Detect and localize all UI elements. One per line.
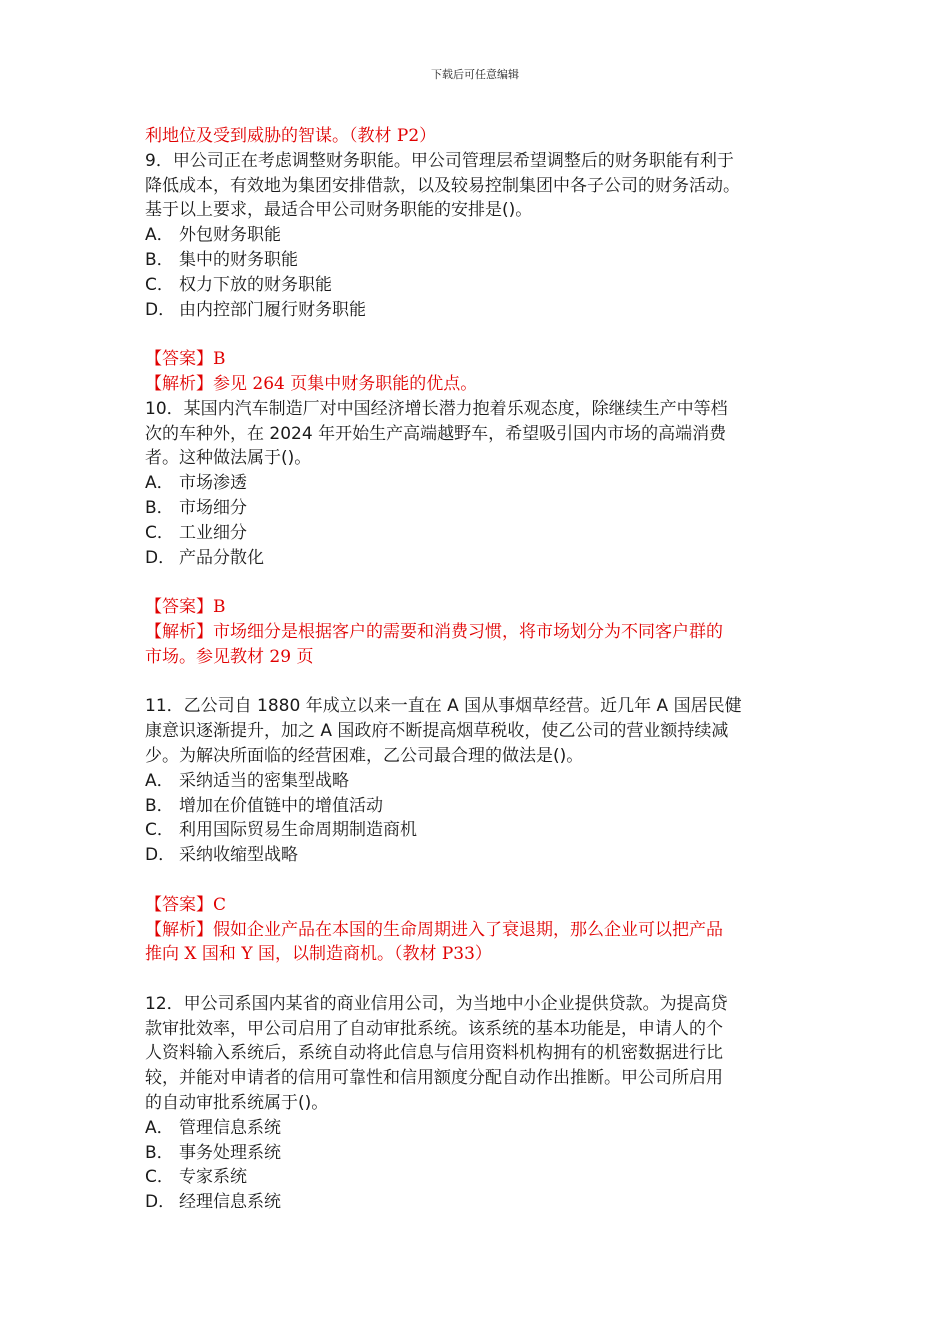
option-letter: D． bbox=[145, 845, 176, 866]
question-12-option-b bbox=[145, 1141, 810, 1166]
question-9 bbox=[145, 149, 810, 397]
option-letter: D． bbox=[145, 1192, 176, 1213]
option-text: 经理信息系统 bbox=[179, 1192, 281, 1213]
question-9-line: 基于以上要求，最适合甲公司财务职能的安排是()。 bbox=[145, 200, 533, 221]
option-text: 集中的财务职能 bbox=[179, 249, 298, 270]
option-text: 管理信息系统 bbox=[179, 1117, 281, 1138]
question-12-option-a bbox=[145, 1116, 810, 1141]
question-9-option-a bbox=[145, 223, 810, 248]
question-11-option-d bbox=[145, 843, 810, 868]
question-10-analysis: 市场。参见教材 29 页 bbox=[145, 646, 314, 667]
question-12-line: 人资料输入系统后，系统自动将此信息与信用资料机构拥有的机密数据进行比 bbox=[145, 1043, 723, 1064]
question-10-line: 10．某国内汽车制造厂对中国经济增长潜力抱着乐观态度，除继续生产中等档 bbox=[145, 398, 728, 419]
option-letter: C． bbox=[145, 1167, 174, 1188]
option-text: 增加在价值链中的增值活动 bbox=[179, 795, 383, 816]
question-9-line: 降低成本，有效地为集团安排借款，以及较易控制集团中各子公司的财务活动。 bbox=[145, 175, 740, 196]
question-12-option-d bbox=[145, 1190, 810, 1215]
option-letter: A． bbox=[145, 770, 174, 791]
option-letter: D． bbox=[145, 547, 176, 568]
question-11-option-b bbox=[145, 794, 810, 819]
question-12-option-c bbox=[145, 1165, 810, 1190]
option-letter: A． bbox=[145, 473, 174, 494]
question-11-analysis: 推向 X 国和 Y 国，以制造商机。（教材 P33） bbox=[145, 944, 492, 965]
question-11-option-c bbox=[145, 818, 810, 843]
option-text: 市场渗透 bbox=[179, 473, 247, 494]
question-11-line: 康意识逐渐提升，加之 A 国政府不断提高烟草税收，使乙公司的营业额持续减 bbox=[145, 721, 729, 742]
question-10-option-b bbox=[145, 496, 810, 521]
question-11-line: 11．乙公司自 1880 年成立以来一直在 A 国从事烟草经营。近几年 A 国居民健 bbox=[145, 696, 742, 717]
question-12-line: 较，并能对申请者的信用可靠性和信用额度分配自动作出推断。甲公司所启用 bbox=[145, 1068, 723, 1089]
question-9-analysis: 【解析】参见 264 页集中财务职能的优点。 bbox=[145, 373, 478, 394]
option-letter: C． bbox=[145, 820, 174, 841]
question-10-answer: 【答案】B bbox=[145, 597, 226, 618]
intro-text: 利地位及受到威胁的智谋。（教材 P2） bbox=[145, 126, 437, 146]
question-10-option-a bbox=[145, 471, 810, 496]
option-text: 事务处理系统 bbox=[179, 1142, 281, 1163]
option-text: 利用国际贸易生命周期制造商机 bbox=[179, 820, 417, 841]
question-11-option-a bbox=[145, 769, 810, 794]
question-12-line: 的自动审批系统属于()。 bbox=[145, 1093, 329, 1114]
option-letter: B． bbox=[145, 1142, 174, 1163]
question-12 bbox=[145, 992, 810, 1215]
option-text: 采纳收缩型战略 bbox=[179, 845, 298, 866]
question-10-line: 次的车种外，在 2024 年开始生产高端越野车，希望吸引国内市场的高端消费 bbox=[145, 423, 727, 444]
page-header: 下载后可任意编辑 bbox=[431, 68, 519, 81]
option-letter: B． bbox=[145, 249, 174, 270]
question-12-line: 款审批效率，甲公司启用了自动审批系统。该系统的基本功能是，申请人的个 bbox=[145, 1018, 723, 1039]
option-text: 由内控部门履行财务职能 bbox=[179, 299, 366, 320]
option-text: 外包财务职能 bbox=[179, 225, 281, 246]
question-10-option-d bbox=[145, 546, 810, 571]
question-10 bbox=[145, 397, 810, 695]
option-text: 采纳适当的密集型战略 bbox=[179, 770, 349, 791]
question-11-line: 少。为解决所面临的经营困难，乙公司最合理的做法是()。 bbox=[145, 745, 584, 766]
option-text: 专家系统 bbox=[179, 1167, 247, 1188]
option-letter: A． bbox=[145, 225, 174, 246]
option-letter: A． bbox=[145, 1117, 174, 1138]
question-9-option-c bbox=[145, 273, 810, 298]
question-9-line: 9．甲公司正在考虑调整财务职能。甲公司管理层希望调整后的财务职能有利于 bbox=[145, 150, 734, 171]
question-11 bbox=[145, 694, 810, 992]
option-text: 市场细分 bbox=[179, 497, 247, 518]
question-11-answer: 【答案】C bbox=[145, 894, 227, 915]
option-text: 产品分散化 bbox=[179, 547, 264, 568]
question-9-option-b bbox=[145, 248, 810, 273]
question-10-line: 者。这种做法属于()。 bbox=[145, 448, 312, 469]
question-9-answer: 【答案】B bbox=[145, 349, 226, 370]
option-letter: B． bbox=[145, 497, 174, 518]
question-12-line: 12．甲公司系国内某省的商业信用公司，为当地中小企业提供贷款。为提高贷 bbox=[145, 993, 728, 1014]
question-10-analysis: 【解析】市场细分是根据客户的需要和消费习惯，将市场划分为不同客户群的 bbox=[145, 621, 723, 642]
option-letter: C． bbox=[145, 274, 174, 295]
document-body bbox=[145, 124, 810, 1215]
option-text: 工业细分 bbox=[179, 522, 247, 543]
option-letter: D． bbox=[145, 299, 176, 320]
question-11-analysis: 【解析】假如企业产品在本国的生命周期进入了衰退期，那么企业可以把产品 bbox=[145, 919, 723, 940]
question-9-option-d bbox=[145, 298, 810, 323]
option-letter: C． bbox=[145, 522, 174, 543]
option-letter: B． bbox=[145, 795, 174, 816]
question-10-option-c bbox=[145, 521, 810, 546]
option-text: 权力下放的财务职能 bbox=[179, 274, 332, 295]
